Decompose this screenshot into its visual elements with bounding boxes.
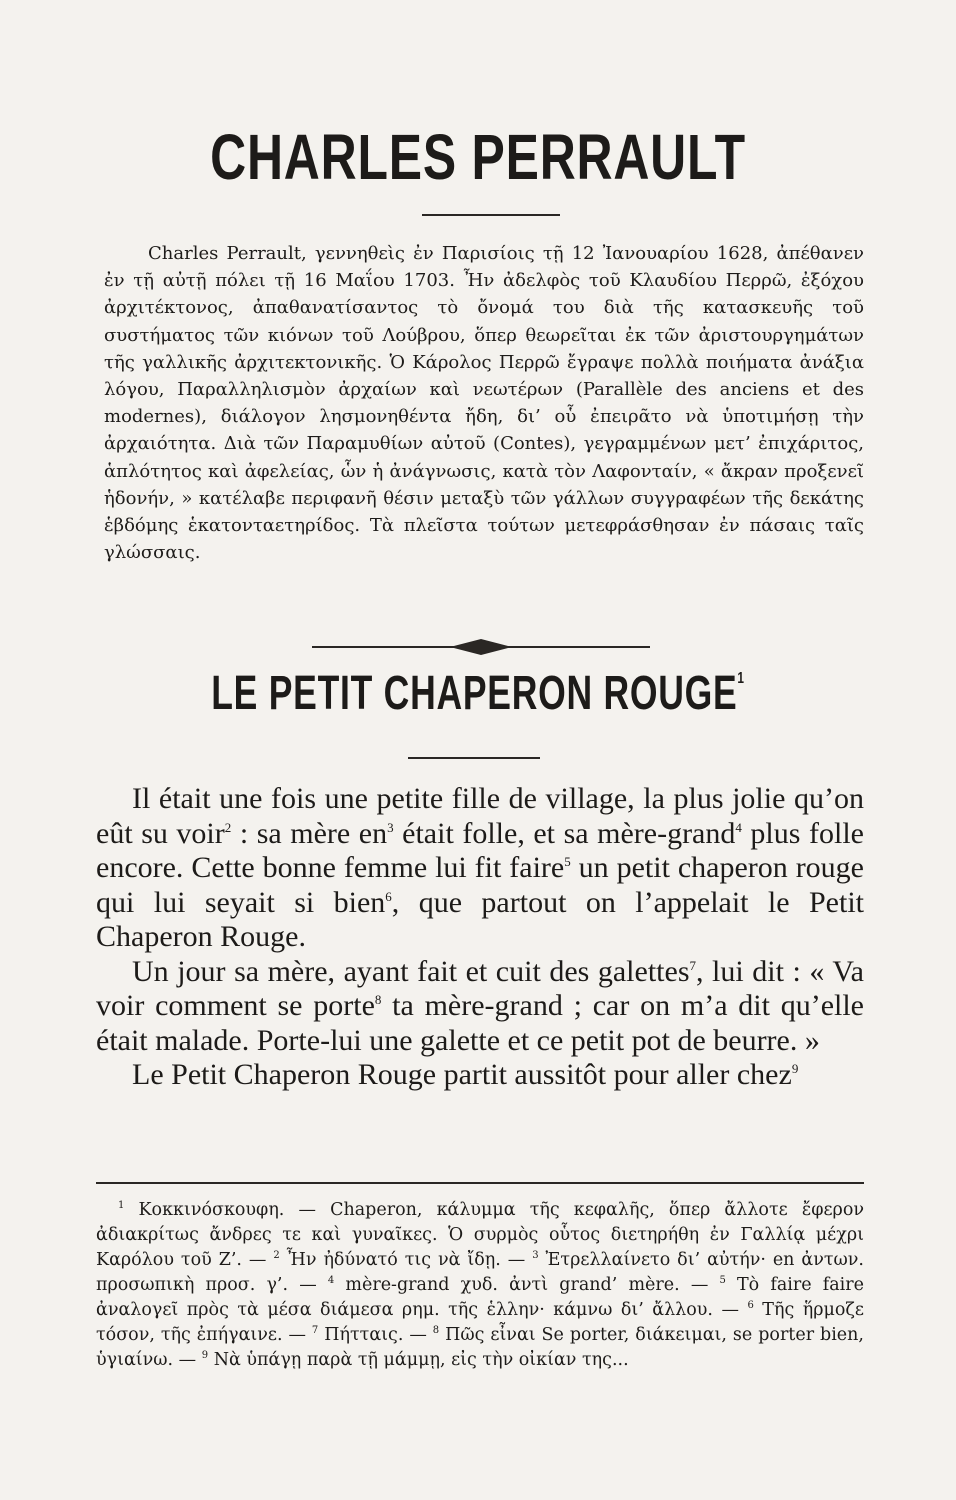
- author-title: CHARLES PERRAULT: [210, 121, 746, 193]
- author-biography: [104, 240, 864, 566]
- story-title: [124, 666, 831, 721]
- story-paragraph-2: Un jour sa mère, ayant fait et cuit des galettes$^7$, lui dit : « Va voir comment se porte$^8$ ta mère-grand ; car on m’a dit qu’elle était malade. Porte-lui une galette et ce petit pot de beurre. »: [96, 954, 865, 1057]
- story-title-text: LE PETIT CHAPERON ROUGE: [211, 667, 738, 720]
- story-paragraph-1: Il était une fois une petite fille de village, la plus jolie qu’on eût su voir$^2$ : sa mère $en^3$ était folle, et sa mère-grand$^4$ plus folle encore. Cette bonne femme lui fit faire$^5$ un petit chaperon rouge qui lui seyait si bien$^6$, que partout on l’appelait le Petit Chaperon Rouge.: [96, 782, 864, 953]
- story-title-footnote-ref: 1: [737, 670, 745, 687]
- footnote-text: $^1$ Κοκκινόσκουφη. — Chaperon, κάλυμμα τῆς κεφαλῆς, ὅπερ ἄλλοτε ἔφερον ἀδιακρίτως ἄνδρες τε καὶ γυναῖκες. Ὁ συρμὸς οὗτος διετηρήθη ἐν Γαλλίᾳ μέχρι Καρόλου τοῦ Ζ’. — $^2$ Ἦν ἠδύνατό τις νὰ ἴδῃ. — $^3$ Ἐτρελλαίνετο δι’ αὐτήν· en ἀντων. προσωπικὴ προσ. γ’. — $^4$ mère-grand χυδ. ἀντὶ grand’ mère. — $^5$ Τὸ faire faire ἀναλογεῖ πρὸς τὰ μέσα διάμεσα ρημ. τῆς ἑλλην· κάμνω δι’ ἄλλου. — $^6$ Τῆς ἥρμοζε τόσον, τῆς ἐπήγαινε. — $^7$ Πήτταις. — $^8$ Πῶς εἶναι Se porter, διάκειμαι, se porter bien, ὑγιαίνω. — $^9$ Νὰ ὑπάγῃ παρὰ τῇ μάμμῃ, εἰς τὴν οἰκίαν της...: [96, 1200, 864, 1370]
- footnotes: [96, 1198, 864, 1373]
- footnote-rule: [96, 1182, 864, 1184]
- title-rule: [422, 214, 560, 216]
- story-paragraph-3: Le Petit Chaperon Rouge partit aussitôt pour aller chez$^9$: [132, 1058, 799, 1091]
- story-title-rule: [408, 757, 540, 759]
- ornament-divider: [312, 636, 650, 658]
- biography-text: Charles Perrault, γεννηθεὶς ἐν Παρισίοις τῇ 12 Ἰανουαρίου 1628, ἀπέθανεν ἐν τῇ αὐτῇ πόλει τῇ 16 Μαΐου 1703. Ἦν ἀδελφὸς τοῦ Κλαυδίου Περρῶ, ἐξόχου ἀρχιτέκτονος, ἀπαθανατίσαντος τὸ ὄνομά του διὰ τῆς κατασκευῆς τοῦ συστήματος τῶν κιόνων τοῦ Λούβρου, ὅπερ θεωρεῖται ἐκ τῶν ἀριστουργημάτων τῆς γαλλικῆς ἀρχιτεκτονικῆς. Ὁ Κάρολος Περρῶ ἔγραψε πολλὰ ποιήματα ἀνάξια λόγου, Παραλληλισμὸν ἀρχαίων καὶ νεωτέρων (Parallèle des anciens et des modernes), διάλογον λησμονηθέντα ἤδη, δι’ οὗ ἐπειρᾶτο νὰ ὑποτιμήσῃ τὴν ἀρχαιότητα. Διὰ τῶν Παραμυθίων αὐτοῦ (Contes), γεγραμμένων μετ’ ἐπιχάριτος, ἁπλότητος καὶ ἀφελείας, ὧν ἡ ἀνάγνωσις, κατὰ τὸν Λαφονταίν, « ἄκραν προξενεῖ ἡδονήν, » κατέλαβε περιφανῆ θέσιν μεταξὺ τῶν γάλλων συγγραφέων τῆς δεκάτης ἑβδόμης ἑκατονταετηρίδος. Τὰ πλεῖστα τούτων μετεφράσθησαν ἐν πάσαις ταῖς γλώσσαις.: [104, 243, 864, 564]
- story-text: [96, 782, 864, 1093]
